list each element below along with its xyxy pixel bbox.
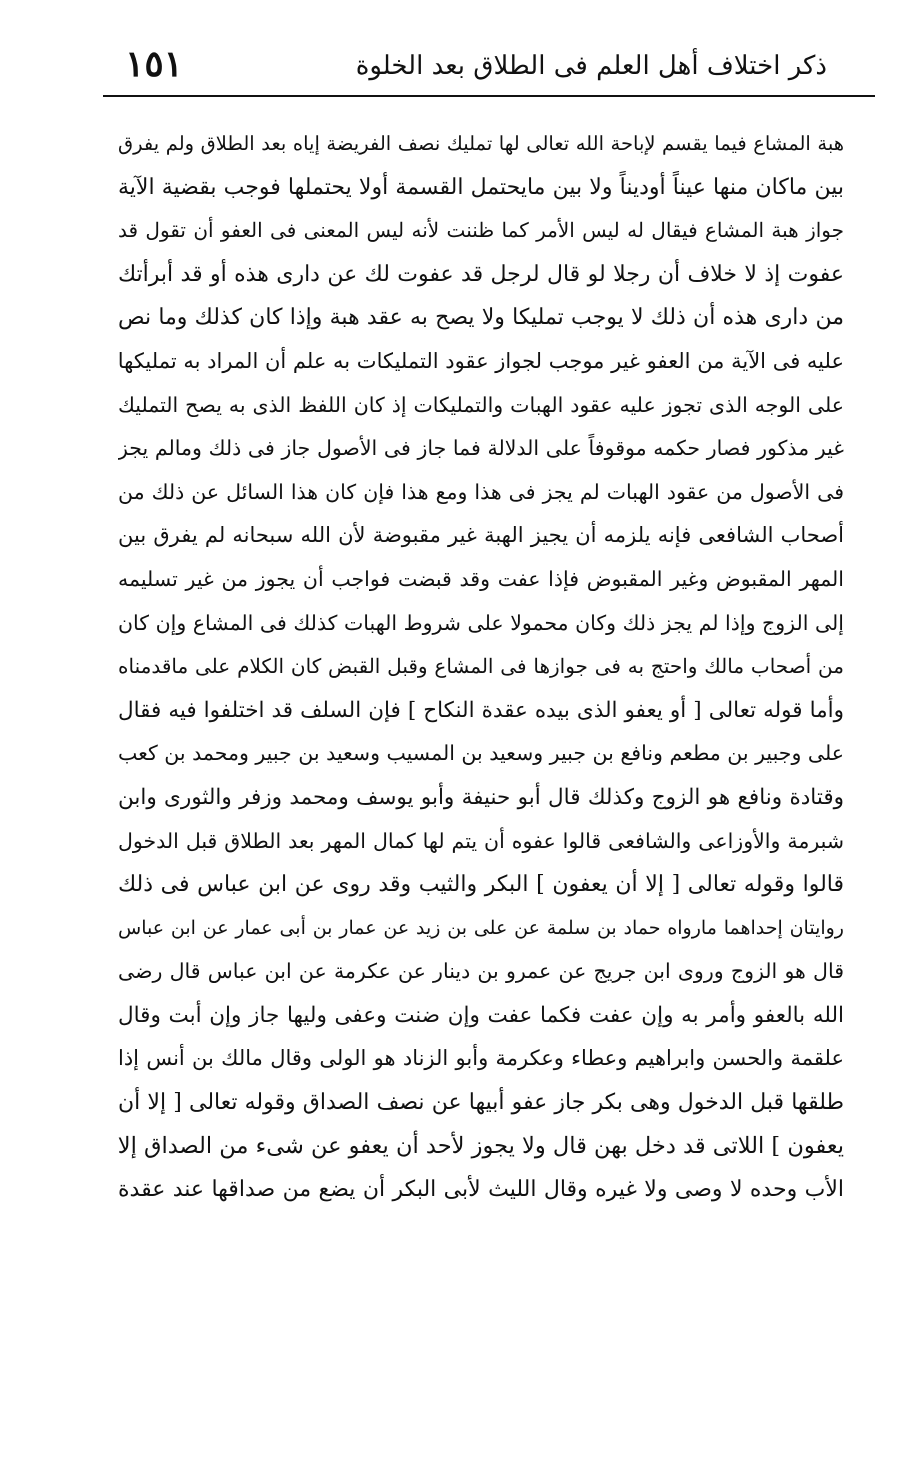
text-line: من دارى هذه أن ذلك لا يوجب تمليكا ولا يصح به عقد هبة وإذا كان كذلك وما نص (118, 305, 844, 331)
text-line: جواز هبة المشاع فيقال له ليس الأمر كما ظننت لأنه ليس المعنى فى العفو أن تقول قد (118, 218, 844, 243)
text-line: وقتادة ونافع هو الزوج وكذلك قال أبو حنيفة وأبو يوسف ومحمد وزفر والثورى وابن (118, 784, 844, 810)
text-line: شبرمة والأوزاعى والشافعى قالوا عفوه أن يتم لها كمال المهر بعد الطلاق قبل الدخول (118, 828, 844, 853)
text-line: طلقها قبل الدخول وهى بكر جاز عفو أبيها عن نصف الصداق وقوله تعالى [ إلا أن (118, 1090, 844, 1116)
text-line: فى الأصول من عقود الهبات لم يجز فى هذا ومع هذا فإن كان هذا السائل عن ذلك من (118, 479, 844, 504)
page-number: ١٥١ (125, 43, 184, 85)
text-line: يعفون ] اللاتى قد دخل بهن قال ولا يجوز لأحد أن يعفو عن شىء من الصداق إلا (118, 1132, 844, 1159)
text-line: روايتان إحداهما مارواه حماد بن سلمة عن على بن زيد عن عمار بن أبى عمار عن ابن عباس (118, 916, 844, 939)
text-line: الله بالعفو وأمر به وإن عفت فكما عفت وإن ضنت وعفى وليها جاز وإن أبت وقال (118, 1002, 844, 1028)
running-title: ذكر اختلاف أهل العلم فى الطلاق بعد الخلوة (355, 51, 827, 81)
text-line: الأب وحده لا وصى ولا غيره وقال الليث لأبى البكر أن يضع من صداقها عند عقدة (118, 1177, 844, 1203)
text-line: إلى الزوج وإذا لم يجز ذلك وكان محمولا على شروط الهبات كذلك فى المشاع وإن كان (118, 610, 844, 635)
text-line: وأما قوله تعالى [ أو يعفو الذى بيده عقدة النكاح ] فإن السلف قد اختلفوا فيه فقال (118, 697, 844, 723)
text-line: عليه فى الآية من العفو غير موجب لجواز عقود التمليكات به علم أن المراد به تمليكها (118, 348, 844, 373)
body-text (118, 122, 844, 1212)
text-line: على الوجه الذى تجوز عليه عقود الهبات والتمليكات إذ كان اللفظ الذى به يصح التمليك (118, 392, 844, 417)
text-line: المهر المقبوض وغير المقبوض فإذا عفت وقد قبضت فواجب أن يجوز من غير تسليمه (118, 566, 844, 591)
text-line: من أصحاب مالك واحتج به فى جوازها فى المشاع وقبل القبض كان الكلام على ماقدمناه (118, 654, 844, 679)
text-line: قال هو الزوج وروى ابن جريج عن عمرو بن دينار عن عكرمة عن ابن عباس قال رضى (118, 959, 844, 984)
text-line: عفوت إذ لا خلاف أن رجلا لو قال لرجل قد عفوت لك عن دارى هذه أو قد أبرأتك (118, 261, 844, 287)
text-line: بين ماكان منها عيناً أوديناً ولا بين مايحتمل القسمة أولا يحتملها فوجب بقضية الآية (118, 174, 844, 200)
text-line: على وجبير بن مطعم ونافع بن جبير وسعيد بن المسيب وسعيد بن جبير ومحمد بن كعب (118, 741, 844, 766)
text-line: أصحاب الشافعى فإنه يلزمه أن يجيز الهبة غير مقبوضة لأن الله سبحانه لم يفرق بين (118, 523, 844, 548)
running-header (103, 44, 875, 92)
text-line: علقمة والحسن وابراهيم وعطاء وعكرمة وأبو الزناد هو الولى وقال مالك بن أنس إذا (118, 1046, 844, 1071)
text-line: قالوا وقوله تعالى [ إلا أن يعفون ] البكر والثيب وقد روى عن ابن عباس فى ذلك (118, 872, 844, 898)
header-rule (103, 95, 875, 97)
text-line: غير مذكور فصار حكمه موقوفاً على الدلالة فما جاز فى الأصول جاز فى ذلك ومالم يجز (118, 436, 844, 461)
text-line: هبة المشاع فيما يقسم لإباحة الله تعالى لها تمليك نصف الفريضة إياه بعد الطلاق ولم يفرق (118, 132, 844, 155)
